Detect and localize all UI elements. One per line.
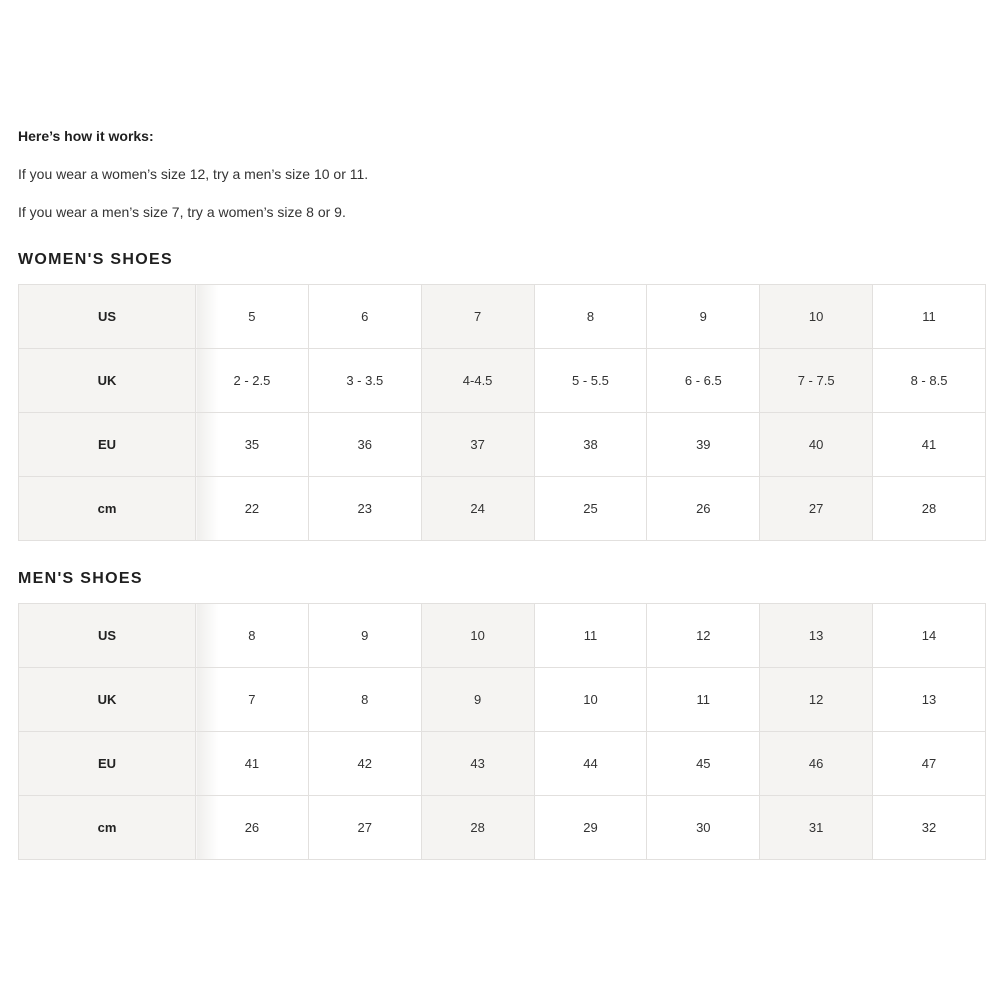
size-cell: 7 - 7.5 xyxy=(760,349,873,413)
size-cell: 3 - 3.5 xyxy=(308,349,421,413)
size-cell: 8 xyxy=(308,668,421,732)
tip-women-to-men: If you wear a women’s size 12, try a men’s size 10 or 11. xyxy=(18,166,369,182)
how-it-works-heading: Here’s how it works: xyxy=(18,128,154,144)
size-cell: 11 xyxy=(647,668,760,732)
size-cell: 10 xyxy=(534,668,647,732)
size-cell: 28 xyxy=(421,796,534,860)
size-cell: 8 - 8.5 xyxy=(873,349,986,413)
size-cell: 25 xyxy=(534,477,647,541)
size-cell: 10 xyxy=(421,604,534,668)
how-it-works-section xyxy=(18,126,978,220)
table-row xyxy=(19,413,986,477)
table-row xyxy=(19,796,986,860)
size-cell: 32 xyxy=(873,796,986,860)
table-row xyxy=(19,477,986,541)
size-cell: 2 - 2.5 xyxy=(196,349,309,413)
womens-shoes-title: WOMEN'S SHOES xyxy=(18,251,173,268)
size-cell: 26 xyxy=(196,796,309,860)
table-row xyxy=(19,349,986,413)
size-cell: 4-4.5 xyxy=(421,349,534,413)
row-label-cm: cm xyxy=(19,477,196,541)
size-cell: 42 xyxy=(308,732,421,796)
size-cell: 43 xyxy=(421,732,534,796)
size-cell: 44 xyxy=(534,732,647,796)
size-cell: 28 xyxy=(873,477,986,541)
size-cell: 36 xyxy=(308,413,421,477)
size-cell: 7 xyxy=(196,668,309,732)
size-cell: 39 xyxy=(647,413,760,477)
size-cell: 47 xyxy=(873,732,986,796)
row-label-cm: cm xyxy=(19,796,196,860)
size-cell: 29 xyxy=(534,796,647,860)
size-cell: 12 xyxy=(760,668,873,732)
size-cell: 14 xyxy=(873,604,986,668)
size-cell: 40 xyxy=(760,413,873,477)
size-cell: 22 xyxy=(196,477,309,541)
size-cell: 12 xyxy=(647,604,760,668)
mens-size-table xyxy=(18,603,986,860)
row-label-us: US xyxy=(19,604,196,668)
size-cell: 9 xyxy=(647,285,760,349)
size-cell: 45 xyxy=(647,732,760,796)
size-cell: 6 xyxy=(308,285,421,349)
mens-shoes-title: MEN'S SHOES xyxy=(18,570,143,587)
size-cell: 23 xyxy=(308,477,421,541)
size-cell: 35 xyxy=(196,413,309,477)
table-row xyxy=(19,732,986,796)
size-cell: 11 xyxy=(534,604,647,668)
size-cell: 5 - 5.5 xyxy=(534,349,647,413)
size-cell: 9 xyxy=(308,604,421,668)
size-cell: 38 xyxy=(534,413,647,477)
row-label-uk: UK xyxy=(19,668,196,732)
row-label-eu: EU xyxy=(19,732,196,796)
size-cell: 5 xyxy=(196,285,309,349)
size-cell: 27 xyxy=(760,477,873,541)
tip-men-to-women: If you wear a men’s size 7, try a women’s size 8 or 9. xyxy=(18,204,346,220)
row-label-eu: EU xyxy=(19,413,196,477)
size-cell: 13 xyxy=(760,604,873,668)
table-row xyxy=(19,285,986,349)
size-cell: 46 xyxy=(760,732,873,796)
womens-size-table xyxy=(18,284,986,541)
size-cell: 10 xyxy=(760,285,873,349)
size-cell: 24 xyxy=(421,477,534,541)
size-cell: 6 - 6.5 xyxy=(647,349,760,413)
size-cell: 41 xyxy=(196,732,309,796)
size-cell: 8 xyxy=(534,285,647,349)
row-label-us: US xyxy=(19,285,196,349)
size-cell: 8 xyxy=(196,604,309,668)
size-cell: 37 xyxy=(421,413,534,477)
size-cell: 41 xyxy=(873,413,986,477)
size-cell: 31 xyxy=(760,796,873,860)
table-row xyxy=(19,604,986,668)
size-cell: 11 xyxy=(873,285,986,349)
size-cell: 9 xyxy=(421,668,534,732)
size-cell: 7 xyxy=(421,285,534,349)
size-cell: 27 xyxy=(308,796,421,860)
size-cell: 26 xyxy=(647,477,760,541)
table-row xyxy=(19,668,986,732)
row-label-uk: UK xyxy=(19,349,196,413)
size-cell: 30 xyxy=(647,796,760,860)
size-cell: 13 xyxy=(873,668,986,732)
